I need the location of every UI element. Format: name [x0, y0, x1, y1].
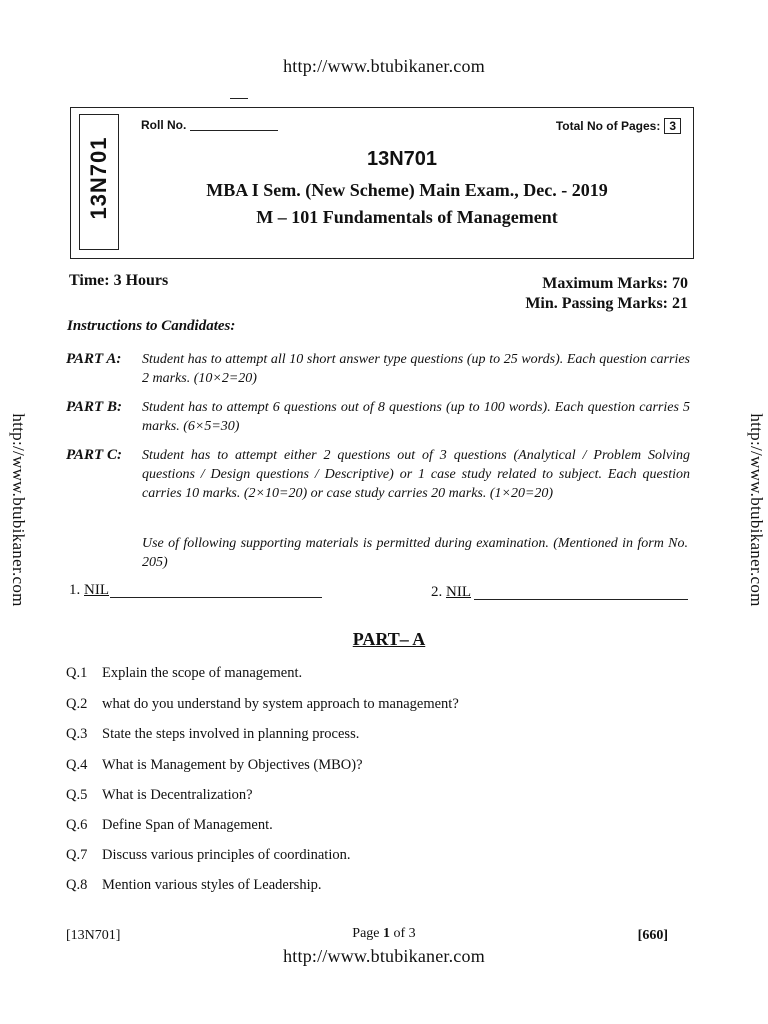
page-prefix: Page	[352, 926, 384, 941]
part-text: Student has to attempt either 2 questions out of 3 questions (Analytical / Problem Solving questions / Design questions / Descriptive) or 1 case study related to subject. Each question carries 10 marks. (2×10=20) or case study carries 20 marks. (1×20=20)	[142, 448, 690, 501]
question-number: Q.6	[66, 817, 88, 833]
part-label: PART C:	[66, 447, 122, 463]
question-item	[66, 696, 459, 713]
page-suffix: of 3	[390, 926, 416, 941]
instruction-part-c	[66, 446, 690, 503]
site-url-top: http://www.btubikaner.com	[283, 56, 485, 76]
part-a-heading-text: PART– A	[352, 629, 426, 649]
exam-header-box	[70, 107, 694, 259]
question-text: what do you understand by system approach to management?	[102, 696, 459, 712]
question-text: Define Span of Management.	[102, 817, 273, 833]
vertical-paper-code: 13N701	[86, 136, 111, 220]
roll-label: Roll No.	[141, 118, 187, 132]
question-item	[66, 665, 302, 682]
site-url-bottom: http://www.btubikaner.com	[283, 946, 485, 966]
roll-blank-line	[190, 130, 278, 131]
question-item	[66, 847, 350, 864]
total-pages	[556, 118, 681, 134]
part-label: PART A:	[66, 351, 122, 367]
material-1	[69, 582, 109, 599]
roll-number-field	[141, 118, 278, 132]
material-2	[431, 584, 471, 601]
instruction-part-a	[66, 350, 690, 388]
question-number: Q.2	[66, 696, 88, 712]
instructions-heading: Instructions to Candidates:	[67, 318, 236, 334]
part-label: PART B:	[66, 399, 122, 415]
question-text: Mention various styles of Leadership.	[102, 877, 322, 893]
question-item	[66, 726, 359, 743]
part-a-heading	[0, 629, 768, 650]
paper-code: 13N701	[366, 148, 438, 170]
question-number: Q.4	[66, 757, 88, 773]
material-1-value: NIL	[84, 582, 109, 598]
material-2-value: NIL	[446, 584, 471, 600]
pages-value: 3	[664, 118, 681, 134]
material-1-number: 1.	[69, 582, 81, 598]
question-number: Q.7	[66, 847, 88, 863]
question-text: What is Decentralization?	[102, 787, 253, 803]
exam-title: MBA I Sem. (New Scheme) Main Exam., Dec. - 2019	[206, 180, 608, 200]
max-marks: Maximum Marks: 70	[542, 275, 688, 292]
page-current: 1	[383, 926, 391, 941]
material-1-line	[110, 597, 322, 598]
material-2-number: 2.	[431, 584, 443, 600]
side-url-right: http://www.btubikaner.com	[747, 413, 766, 607]
material-2-line	[474, 599, 688, 600]
footer-paper-code: [13N701]	[66, 928, 121, 943]
instruction-part-b	[66, 398, 690, 436]
question-item	[66, 757, 363, 774]
exam-time: Time: 3 Hours	[69, 272, 169, 289]
part-text: Student has to attempt all 10 short answer type questions (up to 25 words). Each question carries 2 marks. (10×2=20)	[142, 352, 690, 386]
question-item	[66, 787, 253, 804]
side-url-left: http://www.btubikaner.com	[9, 413, 28, 607]
passing-marks: Min. Passing Marks: 21	[525, 295, 688, 312]
supporting-materials-note: Use of following supporting materials is permitted during examination. (Mentioned in form No. 205)	[142, 536, 688, 570]
header-dash-mark	[230, 98, 248, 99]
question-text: Explain the scope of management.	[102, 665, 303, 681]
question-number: Q.3	[66, 726, 88, 742]
question-item	[66, 877, 321, 894]
question-item	[66, 817, 273, 834]
pages-label: Total No of Pages:	[555, 119, 661, 133]
question-text: Discuss various principles of coordination.	[102, 847, 351, 863]
question-text: State the steps involved in planning process.	[102, 726, 360, 742]
footer-serial-number: [660]	[637, 928, 668, 943]
question-number: Q.8	[66, 877, 88, 893]
part-text: Student has to attempt 6 questions out of 8 questions (up to 100 words). Each question carries 5 marks. (6×5=30)	[142, 400, 690, 434]
subject-title: M – 101 Fundamentals of Management	[256, 207, 558, 227]
question-number: Q.5	[66, 787, 88, 803]
question-text: What is Management by Objectives (MBO)?	[102, 757, 363, 773]
question-number: Q.1	[66, 665, 88, 681]
